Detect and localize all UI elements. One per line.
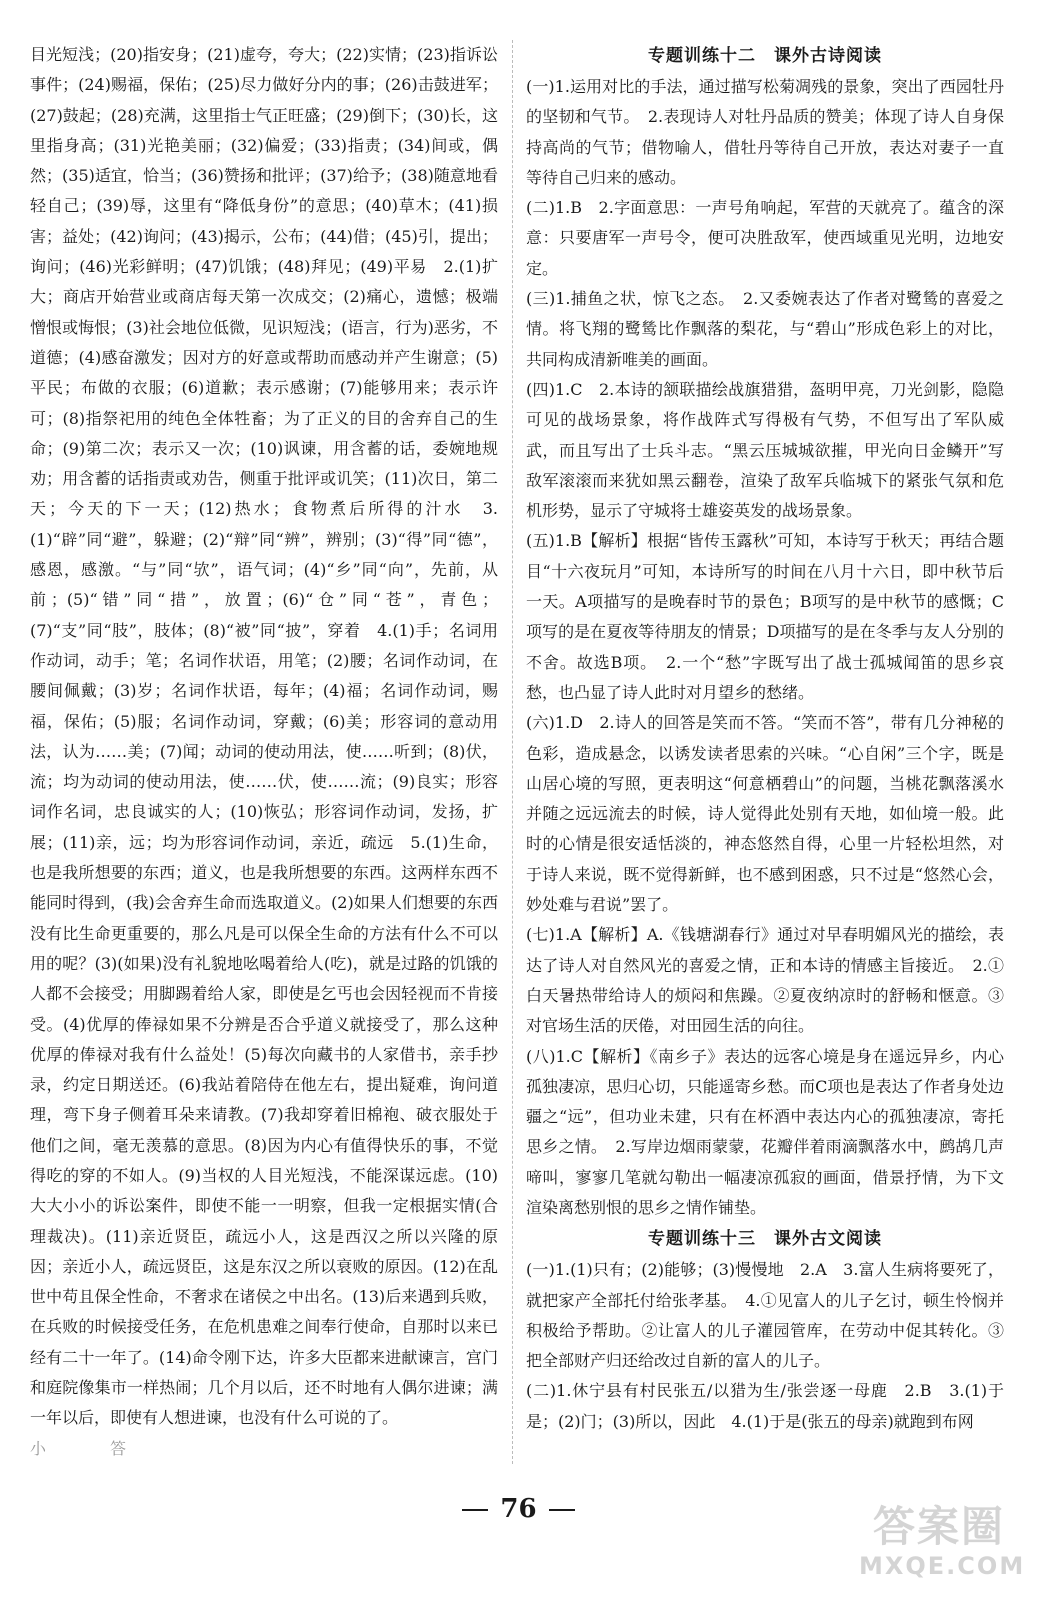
watermark-logo-text: 答案圈: [872, 1502, 1005, 1551]
page-number-dash-left: [462, 1509, 488, 1511]
page-number-dash-right: [549, 1509, 575, 1511]
answer-group-8: (八)1.C【解析】《南乡子》表达的远客心境是身在遥远异乡，内心孤独凄凉，思归心切，只能遥寄乡愁。而C项也是表达了作者身处边疆之“远”，但功业未建，只有在杯酒中表达内心的孤独凄凉，寄托思乡之情。 2.写岸边烟雨蒙蒙，花瓣伴着雨滴飘落水中，鹧鸪几声啼叫，寥寥几笔就勾勒出一幅凄凉孤寂的画面，借景抒情，为下文渲染离愁别恨的思乡之情作铺垫。: [526, 1046, 1004, 1217]
section-title-12: 专题训练十二 课外古诗阅读: [648, 46, 882, 66]
answer-group-13-1: (一)1.(1)只有；(2)能够；(3)慢慢地 2.A 3.富人生病将要死了，就把家产全部托付给张孝基。 4.①见富人的儿子乞讨，顿生怜悯并积极给予帮助。②让富人的儿子灌园管库，在劳动中促其转化。③把全部财产归还给改过自新的富人的儿子。: [526, 1260, 1004, 1371]
answer-group-5: (五)1.B【解析】根据“皆传玉露秋”可知，本诗写于秋天；再结合题目“十六夜玩月”可知，本诗所写的时间在八月十六日，即中秋节后一天。A项描写的是晚春时节的景色；B项写的是中秋节的感慨；C项写的是在夏夜等待朋友的情景；D项描写的是在冬季与友人分别的不舍。故选B项。 2.一个“愁”字既写出了战士孤城闻笛的思乡哀愁，也凸显了诗人此时对月望乡的愁绪。: [526, 531, 1004, 702]
answer-group-2: (二)1.B 2.字面意思：一声号角响起，军营的天就亮了。蕴含的深意：只要唐军一声号令，便可决胜敌军，使西域重见光明，边地安定。: [526, 198, 1004, 278]
answer-group-4: (四)1.C 2.本诗的颔联描绘战旗猎猎，盔明甲亮，刀光剑影，隐隐可见的战场景象，将作战阵式写得极有气势，不但写出了军队威武，而且写出了士兵斗志。“黑云压城城欲摧，甲光向日金鳞开”写敌军滚滚而来犹如黑云翻卷，渲染了敌军兵临城下的紧张气氛和危机形势，显示了守城将士雄姿英发的战场景象。: [526, 379, 1004, 521]
answer-group-7: (七)1.A【解析】A.《钱塘湖春行》通过对早春明媚风光的描绘，表达了诗人对自然风光的喜爱之情，正和本诗的情感主旨接近。 2.①白天暑热带给诗人的烦闷和焦躁。②夏夜纳凉时的舒畅和惬意。③对官场生活的厌倦，对田园生活的向往。: [526, 925, 1004, 1036]
watermark-logo: [859, 1502, 1026, 1593]
right-column: [526, 40, 1004, 1437]
left-column: [30, 40, 498, 1464]
column-divider: [512, 40, 513, 1464]
answer-group-6: (六)1.D 2.诗人的回答是笑而不答。“笑而不答”，带有几分神秘的色彩，造成悬念，以诱发读者思索的兴味。“心自闲”三个字，既是山居心境的写照，更表明这“何意栖碧山”的问题，当桃花飘落溪水并随之远远流去的时候，诗人觉得此处别有天地，如仙境一般。此时的心情是很安适恬淡的，神态悠然自得，心里一片轻松坦然，对于诗人来说，既不觉得新鲜，也不感到困惑，只不过是“悠然心会，妙处难与君说”罢了。: [526, 713, 1004, 915]
faded-text: 小 答: [30, 1438, 127, 1458]
page-number-value: 76: [500, 1494, 537, 1524]
answer-text-block: 目光短浅；(20)指安身；(21)虚夸，夸大；(22)实情；(23)指诉讼事件；(24)赐福，保佑；(25)尽力做好分内的事；(26)击鼓进军；(27)鼓起；(28)充满，这里指士气正旺盛；(29)倒下；(30)长，这里指身高；(31)光艳美丽；(32)偏爱；(33)指责；(34)间或，偶然；(35)适宜，恰当；(36)赞扬和批评；(37)给予；(38)随意地看轻自己；(39)辱，这里有“降低身份”的意思；(40)草木；(41)损害；益处；(42)询问；(43)揭示，公布；(44)借；(45)引，提出；询问；(46)光彩鲜明；(47)饥饿；(48)拜见；(49)平易 2.(1)扩大；商店开始营业或商店每天第一次成交；(2)痛心，遗憾；极端憎恨或悔恨；(3)社会地位低微，见识短浅；(语言，行为)恶劣，不道德；(4)感奋激发；因对方的好意或帮助而感动并产生谢意；(5)平民；布做的衣服；(6)道歉；表示感谢；(7)能够用来；表示许可；(8)指祭祀用的纯色全体牲畜；为了正义的目的舍弃自己的生命；(9)第二次；表示又一次；(10)讽谏，用含蓄的话，委婉地规劝；用含蓄的话指责或劝告，侧重于批评或讥笑；(11)次日，第二天；今天的下一天；(12)热水；食物煮后所得的汁水 3.(1)“辟”同“避”，躲避；(2)“辩”同“辨”，辨别；(3)“得”同“德”，感恩，感激。“与”同“欤”，语气词；(4)“乡”同“向”，先前，从前；(5)“错”同“措”，放置；(6)“仓”同“苍”，青色；(7)“支”同“肢”，肢体；(8)“被”同“披”，穿着 4.(1)手；名词用作动词，动手；笔；名词作状语，用笔；(2)腰；名词作动词，在腰间佩戴；(3)岁；名词作状语，每年；(4)福；名词作动词，赐福，保佑；(5)服；名词作动词，穿戴；(6)美；形容词的意动用法，认为……美；(7)闻；动词的使动用法，使……听到；(8)伏，流；均为动词的使动用法，使……伏，使……流；(9)良实；形容词作名词，忠良诚实的人；(10)恢弘；形容词作动词，发扬，扩展；(11)亲，远；均为形容词作动词，亲近，疏远 5.(1)生命，也是我所想要的东西；道义，也是我所想要的东西。这两样东西不能同时得到，(我)会舍弃生命而选取道义。(2)如果人们想要的东西没有比生命更重要的，那么凡是可以保全生命的方法有什么不可以用的呢？(3)(如果)没有礼貌地吆喝着给人(吃)，就是过路的饥饿的人都不会接受；用脚踢着给人家，即使是乞丐也会因轻视而不肯接受。(4)优厚的俸禄如果不分辨是否合乎道义就接受了，那么这种优厚的俸禄对我有什么益处！(5)每次向藏书的人家借书，亲手抄录，约定日期送还。(6)我站着陪侍在他左右，提出疑难，询问道理，弯下身子侧着耳朵来请教。(7)我却穿着旧棉袍、破衣服处于他们之间，毫无羡慕的意思。(8)因为内心有值得快乐的事，不觉得吃的穿的不如人。(9)当权的人目光短浅，不能深谋远虑。(10)大大小小的诉讼案件，即使不能一一明察，但我一定根据实情(合理裁决)。(11)亲近贤臣，疏远小人，这是西汉之所以兴隆的原因；亲近小人，疏远贤臣，这是东汉之所以衰败的原因。(12)在乱世中苟且保全性命，不奢求在诸侯之中出名。(13)后来遇到兵败，在兵败的时候接受任务，在危机患难之间奉行使命，自那时以来已经有二十一年了。(14)命令刚下达，许多大臣都来进献谏言，宫门和庭院像集市一样热闹；几个月以后，还不时地有人偶尔进谏；满一年以后，即使有人想进谏，也没有什么可说的了。: [30, 45, 498, 1428]
watermark-url: MXQE.COM: [859, 1552, 1026, 1580]
answer-group-3: (三)1.捕鱼之状，惊飞之态。 2.又委婉表达了作者对鹭鸶的喜爱之情。将飞翔的鹭鸶比作飘落的梨花，与“碧山”形成色彩上的对比，共同构成清新唯美的画面。: [526, 289, 1004, 369]
section-title-13: 专题训练十三 课外古文阅读: [648, 1229, 882, 1250]
answer-group-13-2: (二)1.休宁县有村民张五/以猎为生/张尝逐一母鹿 2.B 3.(1)于是；(2)门；(3)所以，因此 4.(1)于是(张五的母亲)就跑到布网: [526, 1381, 1004, 1431]
answer-group-1: (一)1.运用对比的手法，通过描写松菊凋残的景象，突出了西园牡丹的坚韧和气节。 2.表现诗人对牡丹品质的赞美；体现了诗人自身保持高尚的气节；借物喻人，借牡丹等待自己开放，表达对妻子一直等待自己归来的感动。: [526, 77, 1004, 187]
